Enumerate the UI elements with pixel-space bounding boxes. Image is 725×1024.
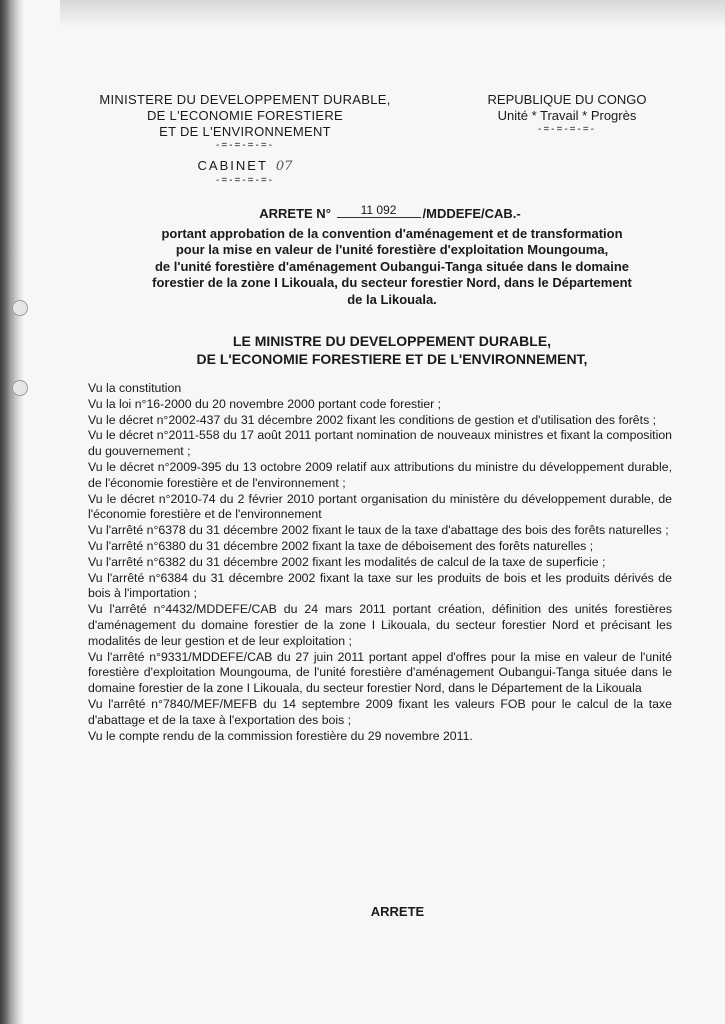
- visa-item: Vu le compte rendu de la commission forestière du 29 novembre 2011.: [88, 728, 473, 743]
- republic-motto: Unité * Travail * Progrès: [497, 108, 637, 123]
- visa-item: Vu le décret n°2009-395 du 13 octobre 2009 relatif aux attributions du ministre du développement durable, de l'économie forestière et de l'environnement ;: [88, 459, 672, 490]
- arrete-subject: [122, 226, 662, 308]
- cabinet-label: CABINET: [197, 158, 268, 173]
- visa-item: Vu l'arrêté n°6380 du 31 décembre 2002 fixant la taxe de déboisement des forêts naturelles ;: [88, 538, 594, 553]
- cabinet-handwritten-mark: 07: [275, 159, 293, 174]
- visa-item: Vu le décret n°2011-558 du 17 août 2011 portant nomination de nouveaux ministres et fixant la composition du gouvernement ;: [88, 428, 672, 459]
- visa-item: Vu le décret n°2002-437 du 31 décembre 2002 fixant les conditions de gestion et d'utilisation des forêts ;: [88, 412, 657, 427]
- ministry-line: ET DE L'ENVIRONNEMENT: [159, 124, 331, 139]
- binder-edge: [0, 0, 24, 1024]
- visas-list: [88, 381, 672, 744]
- ministry-header: [80, 92, 410, 187]
- binder-hole: [12, 300, 28, 316]
- subject-line: pour la mise en valeur de l'unité forestière d'exploitation Moungouma,: [175, 242, 609, 258]
- visa-item: Vu l'arrêté n°7840/MEF/MEFB du 14 septembre 2009 fixant les valeurs FOB pour le calcul de la taxe d'abattage et de la taxe à l'exportation des bois ;: [88, 696, 672, 727]
- subject-line: de l'unité forestière d'aménagement Oubangui-Tanga située dans le domaine: [154, 258, 630, 274]
- visa-item: Vu l'arrêté n°6384 du 31 décembre 2002 fixant la taxe sur les produits de bois et les produits dérivés de bois à l'importation ;: [88, 570, 672, 601]
- cabinet-deco: -=-=-=-=-: [215, 175, 274, 186]
- visa-item: Vu la constitution: [88, 381, 182, 395]
- republic-deco: -=-=-=-=-: [537, 124, 596, 135]
- decision-title: ARRETE: [370, 904, 425, 919]
- visa-item: Vu la loi n°16-2000 du 20 novembre 2000 portant code forestier ;: [88, 396, 442, 411]
- minister-title: [122, 332, 662, 368]
- visa-item: Vu le décret n°2010-74 du 2 février 2010 portant organisation du ministère du développement durable, de l'économie forestière et de l'environnement: [88, 491, 672, 522]
- subject-line: de la Likouala.: [347, 291, 437, 307]
- subject-line: forestier de la zone I Likouala, du secteur forestier Nord, dans le Département: [152, 275, 632, 291]
- republic-header: [462, 92, 672, 136]
- ministry-line: MINISTERE DU DEVELOPPEMENT DURABLE,: [99, 92, 391, 107]
- minister-line: LE MINISTRE DU DEVELOPPEMENT DURABLE,: [232, 333, 552, 349]
- republic-name: REPUBLIQUE DU CONGO: [487, 92, 647, 107]
- arrete-suffix: /MDDEFE/CAB.-: [422, 206, 521, 221]
- cabinet-row: [80, 158, 410, 175]
- arrete-number-line: [130, 203, 650, 222]
- subject-line: portant approbation de la convention d'aménagement et de transformation: [161, 226, 623, 241]
- ministry-deco: -=-=-=-=-: [215, 140, 274, 151]
- visa-item: Vu l'arrêté n°6382 du 31 décembre 2002 fixant les modalités de calcul de la taxe de superficie ;: [88, 554, 606, 569]
- visa-item: Vu l'arrêté n°6378 du 31 décembre 2002 fixant le taux de la taxe d'abattage des bois des forêts naturelles ;: [88, 523, 669, 538]
- binder-hole: [12, 380, 28, 396]
- scan-shadow: [60, 0, 725, 28]
- arrete-number: 11 092: [337, 203, 421, 218]
- visa-item: Vu l'arrêté n°4432/MDDEFE/CAB du 24 mars 2011 portant création, définition des unités forestières d'aménagement du domaine forestier de la zone I Likouala, du secteur forestier Nord et précisant les modalités de leur gestion et de leur exploitation ;: [88, 602, 672, 648]
- arrete-label: ARRETE N°: [259, 206, 331, 221]
- ministry-line: DE L'ECONOMIE FORESTIERE: [146, 108, 344, 123]
- visa-item: Vu l'arrêté n°9331/MDDEFE/CAB du 27 juin 2011 portant appel d'offres pour la mise en valeur de l'unité forestière d'exploitation Moungouma, de l'unité forestière d'aménagement Oubangui-Tanga située dans le domaine forestier de la zone I Likouala, du secteur forestier Nord, dans le Département de la Likouala: [88, 649, 672, 696]
- minister-line: DE L'ECONOMIE FORESTIERE ET DE L'ENVIRONNEMENT,: [196, 351, 588, 367]
